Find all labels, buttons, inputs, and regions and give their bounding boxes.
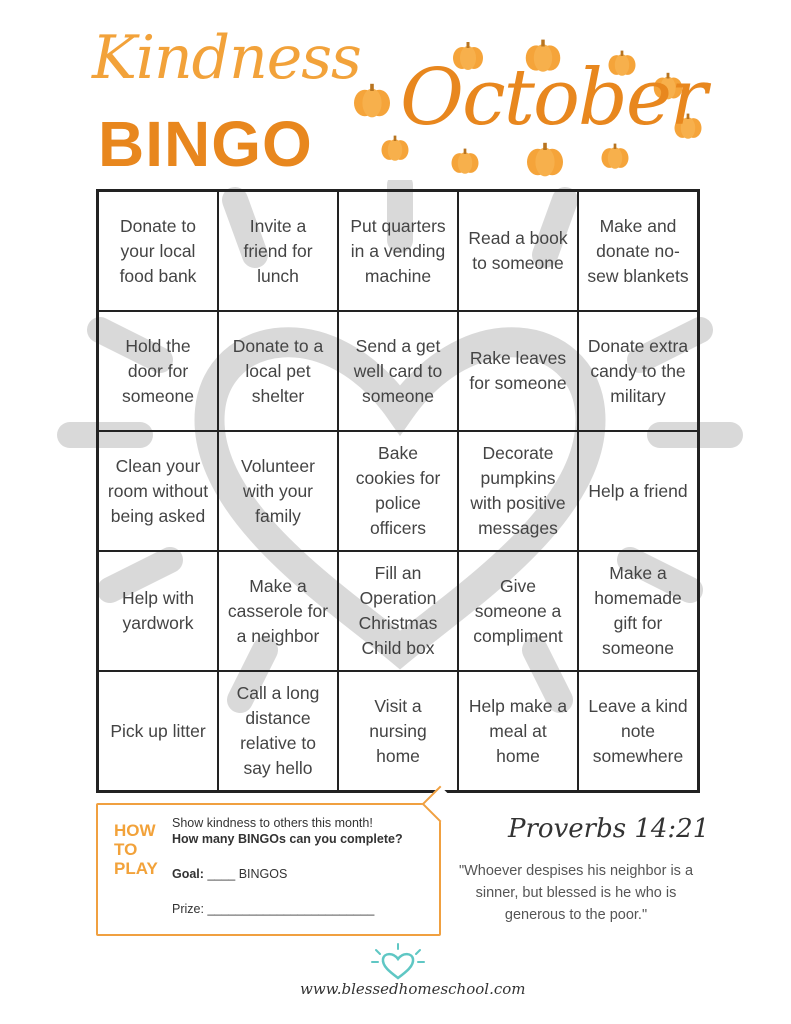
bingo-cell: Put quarters in a vending machine — [338, 191, 458, 311]
bingo-cell: Help make a meal at home — [458, 671, 578, 791]
bingo-cell: Donate to your local food bank — [98, 191, 218, 311]
footer-url: www.blessedhomeschool.com — [300, 980, 526, 998]
bingo-cell: Rake leaves for someone — [458, 311, 578, 431]
bingo-cell: Send a get well card to someone — [338, 311, 458, 431]
bingo-cell: Read a book to someone — [458, 191, 578, 311]
verse-reference: Proverbs 14:21 — [508, 814, 710, 844]
pumpkin-icon — [527, 143, 563, 177]
bingo-grid — [96, 189, 700, 793]
goal-line: Goal: ____ BINGOS — [172, 867, 288, 881]
bingo-cell: Help a friend — [578, 431, 698, 551]
bingo-cell: Help with yardwork — [98, 551, 218, 671]
bingo-cell: Decorate pumpkins with positive messages — [458, 431, 578, 551]
bingo-cell: Make and donate no-sew blankets — [578, 191, 698, 311]
bingo-cell: Hold the door for someone — [98, 311, 218, 431]
bingo-cell: Make a homemade gift for someone — [578, 551, 698, 671]
prize-line: Prize: ________________________ — [172, 902, 375, 916]
bingo-cell: Give someone a compliment — [458, 551, 578, 671]
bingo-cell: Pick up litter — [98, 671, 218, 791]
how-to-play-instructions: Show kindness to others this month! How many BINGOs can you complete? — [172, 816, 403, 846]
bingo-cell: Visit a nursing home — [338, 671, 458, 791]
bingo-cell: Bake cookies for police officers — [338, 431, 458, 551]
bingo-cell: Donate to a local pet shelter — [218, 311, 338, 431]
bingo-cell: Make a casserole for a neighbor — [218, 551, 338, 671]
how-to-play-label: HOW TO PLAY — [114, 821, 158, 878]
bingo-cell: Volunteer with your family — [218, 431, 338, 551]
title-october: October — [400, 53, 706, 143]
pumpkin-icon — [602, 144, 629, 169]
bingo-cell: Invite a friend for lunch — [218, 191, 338, 311]
bingo-cell: Donate extra candy to the military — [578, 311, 698, 431]
verse-text: "Whoever despises his neighbor is a sinner, but blessed is he who is generous to the poor." — [458, 863, 694, 923]
bingo-cell: Leave a kind note somewhere — [578, 671, 698, 791]
pumpkin-icon — [452, 149, 479, 174]
how-to-play-box — [96, 803, 441, 936]
title-bingo: BINGO — [98, 108, 313, 180]
bingo-cell: Clean your room without being asked — [98, 431, 218, 551]
bingo-cell: Fill an Operation Christmas Child box — [338, 551, 458, 671]
title-kindness: Kindness — [92, 23, 361, 93]
pumpkin-icon — [354, 84, 390, 118]
bingo-cell: Call a long distance relative to say hello — [218, 671, 338, 791]
